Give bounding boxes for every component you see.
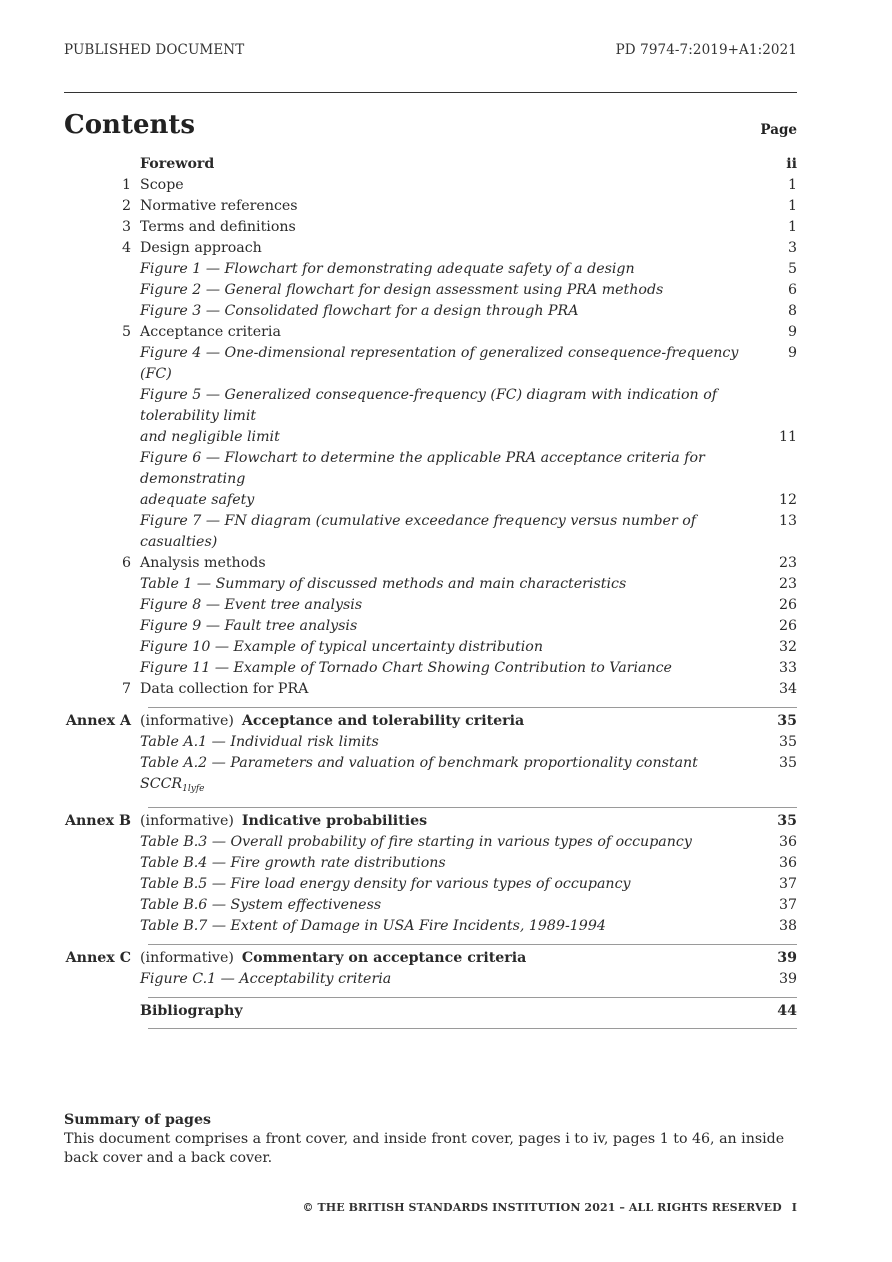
toc-entry-annex-a[interactable] — [64, 711, 797, 732]
toc-text: Scope — [140, 177, 184, 193]
toc-page: ii — [786, 156, 797, 172]
toc-page: 13 — [778, 513, 797, 529]
page-footer — [302, 1201, 797, 1214]
bibliography-separator — [148, 997, 797, 998]
toc-text: Figure 8 — Event tree analysis — [140, 597, 363, 613]
toc-text: Table B.5 — Fire load energy density for various types of occupancy — [140, 876, 631, 892]
toc-entry[interactable] — [64, 238, 797, 259]
toc-text: and negligible limit — [140, 429, 280, 445]
toc-entry-annex-b[interactable] — [64, 811, 797, 832]
annex-b-list — [64, 832, 797, 937]
toc-entry-annex-c[interactable] — [64, 948, 797, 969]
toc-text: Figure 10 — Example of typical uncertainty distribution — [140, 639, 543, 655]
annex-title: Commentary on acceptance criteria — [241, 950, 527, 966]
toc-page: 23 — [778, 576, 797, 592]
toc-entry[interactable] — [64, 895, 797, 916]
toc-entry[interactable] — [64, 553, 797, 574]
toc-number: 7 — [121, 681, 131, 697]
toc-entry[interactable] — [64, 217, 797, 238]
toc-entry[interactable] — [64, 280, 797, 301]
toc-text: Figure 7 — FN diagram (cumulative exceedance frequency versus number of casualties) — [140, 513, 697, 550]
toc-entry[interactable] — [64, 595, 797, 616]
annex-heading — [140, 811, 747, 832]
toc-page: 26 — [778, 597, 797, 613]
running-header-right: PD 7974-7:2019+A1:2021 — [615, 42, 797, 58]
toc-text: Design approach — [140, 240, 262, 256]
toc-page: 6 — [787, 282, 797, 298]
toc-text: adequate safety — [140, 492, 255, 508]
toc-text-main: Table A.2 — Parameters and valuation of benchmark proportionality constant SCCR — [140, 755, 698, 792]
toc-text: Acceptance criteria — [140, 324, 281, 340]
toc-page: 1 — [787, 177, 797, 193]
toc-page: 11 — [778, 429, 797, 445]
toc-entry[interactable] — [64, 916, 797, 937]
annex-separator — [148, 807, 797, 808]
table-of-contents — [64, 154, 797, 1032]
toc-text: Figure 2 — General flowchart for design assessment using PRA methods — [140, 282, 664, 298]
toc-text: Terms and definitions — [140, 219, 296, 235]
annex-a-list — [64, 732, 797, 753]
toc-text: Figure 6 — Flowchart to determine the applicable PRA acceptance criteria for demonstrating — [140, 450, 705, 487]
toc-entry[interactable] — [64, 196, 797, 217]
toc-page: 1 — [787, 198, 797, 214]
toc-page: 8 — [787, 303, 797, 319]
toc-page: 9 — [787, 345, 797, 361]
toc-entry[interactable] — [64, 301, 797, 322]
annex-type: (informative) — [140, 813, 234, 829]
toc-text: Table B.7 — Extent of Damage in USA Fire Incidents, 1989-1994 — [140, 918, 606, 934]
toc-text: Table B.4 — Fire growth rate distributions — [140, 855, 446, 871]
toc-text: Table 1 — Summary of discussed methods and main characteristics — [140, 576, 627, 592]
toc-text: Table B.3 — Overall probability of fire starting in various types of occupancy — [140, 834, 692, 850]
toc-page: 35 — [777, 813, 797, 829]
toc-page: 35 — [778, 755, 797, 771]
toc-page: 37 — [778, 876, 797, 892]
toc-page: 34 — [778, 681, 797, 697]
toc-text: Figure 1 — Flowchart for demonstrating adequate safety of a design — [140, 261, 635, 277]
toc-text: Table A.1 — Individual risk limits — [140, 734, 379, 750]
toc-page: 3 — [787, 240, 797, 256]
annex-c-list — [64, 969, 797, 990]
annex-type: (informative) — [140, 713, 234, 729]
toc-text: Figure 3 — Consolidated flowchart for a design through PRA — [140, 303, 579, 319]
toc-text-subscript: 1lyfe — [182, 784, 205, 794]
running-header-left: PUBLISHED DOCUMENT — [64, 42, 245, 58]
toc-text: Table B.6 — System effectiveness — [140, 897, 382, 913]
toc-number: 6 — [121, 555, 131, 571]
summary-text: This document comprises a front cover, and inside front cover, pages i to iv, pages 1 to 46, an inside back cover and a back cover. — [64, 1131, 785, 1166]
annex-separator — [148, 944, 797, 945]
toc-text — [140, 753, 747, 800]
annex-label: Annex B — [64, 813, 131, 829]
summary-of-pages — [64, 1111, 797, 1168]
toc-number: 4 — [121, 240, 131, 256]
toc-entry[interactable] — [64, 832, 797, 853]
toc-text: Figure 9 — Fault tree analysis — [140, 618, 358, 634]
toc-entry[interactable] — [64, 343, 797, 385]
page-number: I — [791, 1201, 797, 1214]
toc-entry[interactable] — [64, 448, 797, 490]
toc-page: 1 — [787, 219, 797, 235]
toc-page: 23 — [778, 555, 797, 571]
toc-text: Figure 5 — Generalized consequence-frequency (FC) diagram with indication of tolerability limit — [140, 387, 717, 424]
toc-entry[interactable] — [64, 874, 797, 895]
toc-page: 33 — [778, 660, 797, 676]
annex-heading — [140, 948, 747, 969]
annex-separator — [148, 707, 797, 708]
toc-entry[interactable] — [64, 322, 797, 343]
toc-page: 36 — [778, 855, 797, 871]
toc-entry[interactable] — [64, 259, 797, 280]
toc-page: 32 — [778, 639, 797, 655]
toc-entry[interactable] — [64, 853, 797, 874]
toc-entry[interactable] — [64, 511, 797, 553]
toc-entry[interactable] — [64, 679, 797, 700]
header-rule — [64, 92, 797, 93]
toc-entry-foreword[interactable] — [64, 154, 797, 175]
annex-label: Annex C — [65, 950, 131, 966]
toc-main-list — [64, 175, 797, 700]
toc-text: Figure C.1 — Acceptability criteria — [140, 971, 392, 987]
annex-label: Annex A — [65, 713, 131, 729]
toc-number: 1 — [121, 177, 131, 193]
toc-page: 9 — [787, 324, 797, 340]
toc-entry[interactable] — [64, 490, 797, 511]
page-title: Contents — [64, 110, 196, 140]
toc-page: 44 — [777, 1003, 797, 1019]
annex-title: Acceptance and tolerability criteria — [241, 713, 525, 729]
toc-text: Analysis methods — [140, 555, 266, 571]
toc-entry-bibliography[interactable] — [64, 1001, 797, 1022]
toc-entry[interactable] — [64, 574, 797, 595]
toc-page: 35 — [777, 713, 797, 729]
toc-entry[interactable] — [64, 616, 797, 637]
toc-entry[interactable] — [64, 732, 797, 753]
toc-entry[interactable] — [64, 175, 797, 196]
toc-page: 5 — [787, 261, 797, 277]
toc-number: 3 — [121, 219, 131, 235]
toc-page: 36 — [778, 834, 797, 850]
toc-text: Bibliography — [140, 1003, 243, 1019]
toc-text: Figure 4 — One-dimensional representation of generalized consequence-frequency (FC) — [140, 345, 739, 382]
toc-text: Foreword — [140, 156, 215, 172]
toc-page: 38 — [778, 918, 797, 934]
annex-heading — [140, 711, 747, 732]
toc-entry[interactable] — [64, 969, 797, 990]
toc-text: Figure 11 — Example of Tornado Chart Showing Contribution to Variance — [140, 660, 672, 676]
summary-heading: Summary of pages — [64, 1112, 211, 1128]
toc-entry[interactable] — [64, 637, 797, 658]
copyright-notice: © THE BRITISH STANDARDS INSTITUTION 2021 – ALL RIGHTS RESERVED — [302, 1201, 782, 1214]
annex-type: (informative) — [140, 950, 234, 966]
toc-text: Data collection for PRA — [140, 681, 309, 697]
toc-number: 2 — [121, 198, 131, 214]
toc-entry[interactable] — [64, 427, 797, 448]
annex-title: Indicative probabilities — [241, 813, 428, 829]
toc-page: 39 — [778, 971, 797, 987]
toc-page: 26 — [778, 618, 797, 634]
toc-page: 35 — [778, 734, 797, 750]
toc-page: 39 — [777, 950, 797, 966]
page-column-label: Page — [760, 122, 797, 138]
toc-page: 12 — [778, 492, 797, 508]
toc-number: 5 — [121, 324, 131, 340]
toc-page: 37 — [778, 897, 797, 913]
bibliography-bottom-rule — [148, 1028, 797, 1029]
toc-entry[interactable] — [64, 753, 797, 800]
toc-entry[interactable] — [64, 658, 797, 679]
toc-text: Normative references — [140, 198, 298, 214]
toc-entry[interactable] — [64, 385, 797, 427]
